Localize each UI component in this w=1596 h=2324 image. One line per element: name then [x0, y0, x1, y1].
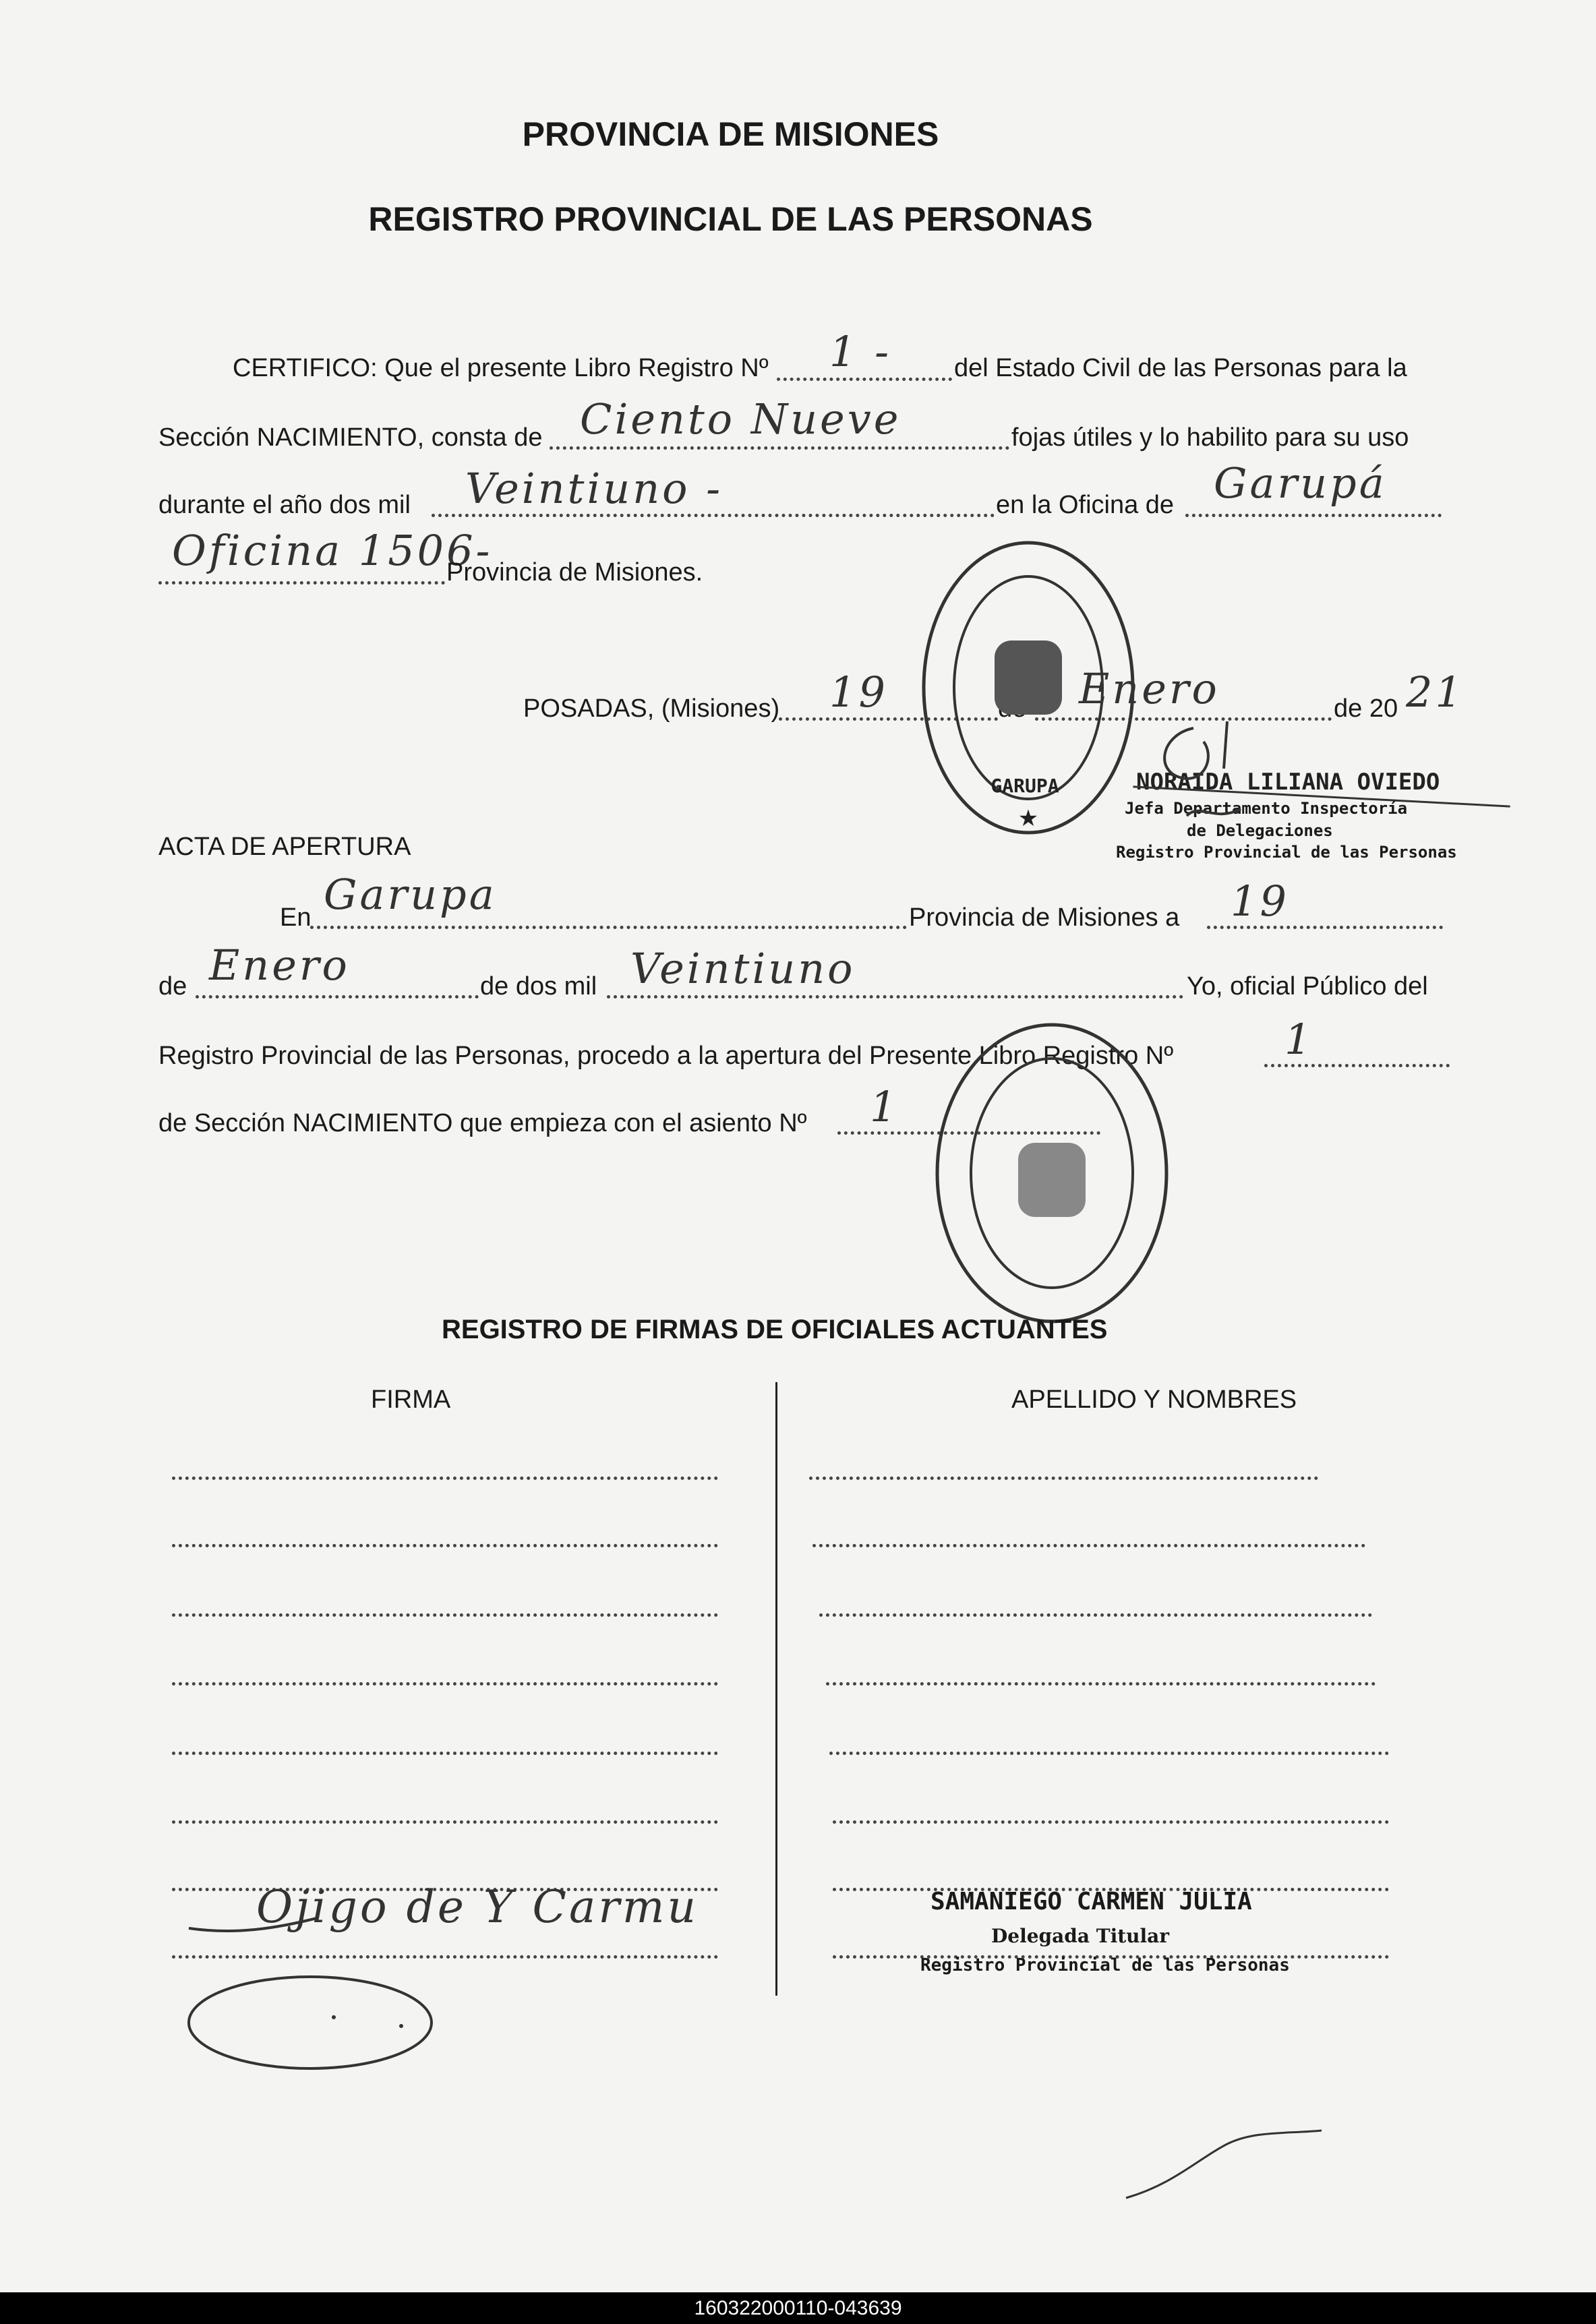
cert-line4-suffix: Provincia de Misiones.: [446, 558, 703, 587]
signer-signature: Ojigo de Y Carmu: [256, 1881, 699, 1933]
acta-l1-mid: Provincia de Misiones a: [909, 903, 1180, 932]
cert-fojas: Ciento Nueve: [580, 394, 902, 444]
cert-date-year-prefix: de 20: [1334, 694, 1398, 723]
bottom-pen-stroke: [1119, 2117, 1335, 2205]
signer-org: Registro Provincial de las Personas: [920, 1955, 1290, 1975]
registry-seal-top: [914, 533, 1143, 843]
acta-place: Garupa: [324, 870, 497, 919]
signatures-heading: REGISTRO DE FIRMAS DE OFICIALES ACTUANTES: [442, 1315, 1108, 1344]
document-code-bar: 160322000110-043639: [0, 2292, 1596, 2324]
cert-office-number: Oficina 1506-: [172, 526, 493, 575]
official-title-3: Registro Provincial de las Personas: [1116, 843, 1457, 862]
cert-line3-mid: en la Oficina de: [996, 491, 1175, 519]
firma-line-4: [172, 1682, 718, 1686]
acta-l3-prefix: Registro Provincial de las Personas, procedo a la apertura del Presente Libro Registro Nº: [158, 1042, 1174, 1070]
seal-bottom-text: GARUPA: [991, 775, 1059, 797]
acta-year: Veintiuno: [630, 944, 856, 993]
cert-line1-suffix: del Estado Civil de las Personas para la: [954, 354, 1407, 382]
province-title: PROVINCIA DE MISIONES: [522, 115, 939, 153]
registry-seal-bottom: [924, 1015, 1180, 1332]
firma-line-5: [172, 1752, 718, 1755]
acta-l2-suffix: Yo, oficial Público del: [1187, 972, 1428, 1001]
firma-line-2: [172, 1544, 718, 1547]
acta-l2-mid: de dos mil: [480, 972, 597, 1001]
acta-month: Enero: [209, 941, 350, 990]
name-line-2: [812, 1544, 1365, 1547]
firma-line-1: [172, 1477, 718, 1480]
col-firma-header: FIRMA: [371, 1386, 451, 1414]
cert-date-day: 19: [829, 667, 888, 717]
cert-date-month: Enero: [1079, 664, 1220, 713]
official-title-2: de Delegaciones: [1187, 821, 1333, 840]
name-line-5: [829, 1752, 1389, 1755]
cert-date-year: 21: [1406, 667, 1465, 717]
cert-date-prefix: POSADAS, (Misiones): [523, 694, 780, 723]
cert-libro-number: 1 -: [829, 327, 892, 376]
registry-title: REGISTRO PROVINCIAL DE LAS PERSONAS: [368, 200, 1093, 238]
cert-office-place: Garupá: [1214, 458, 1387, 508]
acta-libro-number: 1: [1284, 1015, 1314, 1064]
signature-flourish: [182, 1888, 654, 2077]
svg-text:★: ★: [1017, 806, 1039, 831]
official-title-1: Jefa Departamento Inspectoría: [1125, 799, 1408, 818]
cert-line2-suffix: fojas útiles y lo habilito para su uso: [1011, 423, 1409, 452]
name-line-3: [819, 1613, 1372, 1617]
cert-line3-prefix: durante el año dos mil: [158, 491, 411, 519]
firma-line-6: [172, 1820, 718, 1824]
column-divider: [775, 1382, 777, 1996]
acta-heading: ACTA DE APERTURA: [158, 833, 411, 861]
cert-line1-prefix: CERTIFICO: Que el presente Libro Registro Nº: [233, 354, 769, 382]
cert-year: Veintiuno -: [465, 464, 723, 513]
firma-line-3: [172, 1613, 718, 1617]
name-line-6: [833, 1820, 1389, 1824]
cert-line2-prefix: Sección NACIMIENTO, consta de: [158, 423, 543, 452]
acta-l4-prefix: de Sección NACIMIENTO que empieza con el asiento Nº: [158, 1109, 807, 1137]
acta-asiento-number: 1: [870, 1082, 899, 1131]
acta-l2-prefix: de: [158, 972, 187, 1001]
acta-l1-prefix: En: [280, 903, 312, 932]
name-line-4: [826, 1682, 1376, 1686]
signer-name: SAMANIEGO CARMEN JULIA: [930, 1888, 1252, 1915]
col-names-header: APELLIDO Y NOMBRES: [1011, 1386, 1297, 1414]
name-line-1: [809, 1477, 1318, 1480]
official-name: NORAIDA LILIANA OVIEDO: [1136, 769, 1440, 796]
official-signature: [1146, 715, 1281, 829]
acta-day: 19: [1231, 876, 1289, 926]
signer-title: Delegada Titular: [991, 1925, 1170, 1947]
